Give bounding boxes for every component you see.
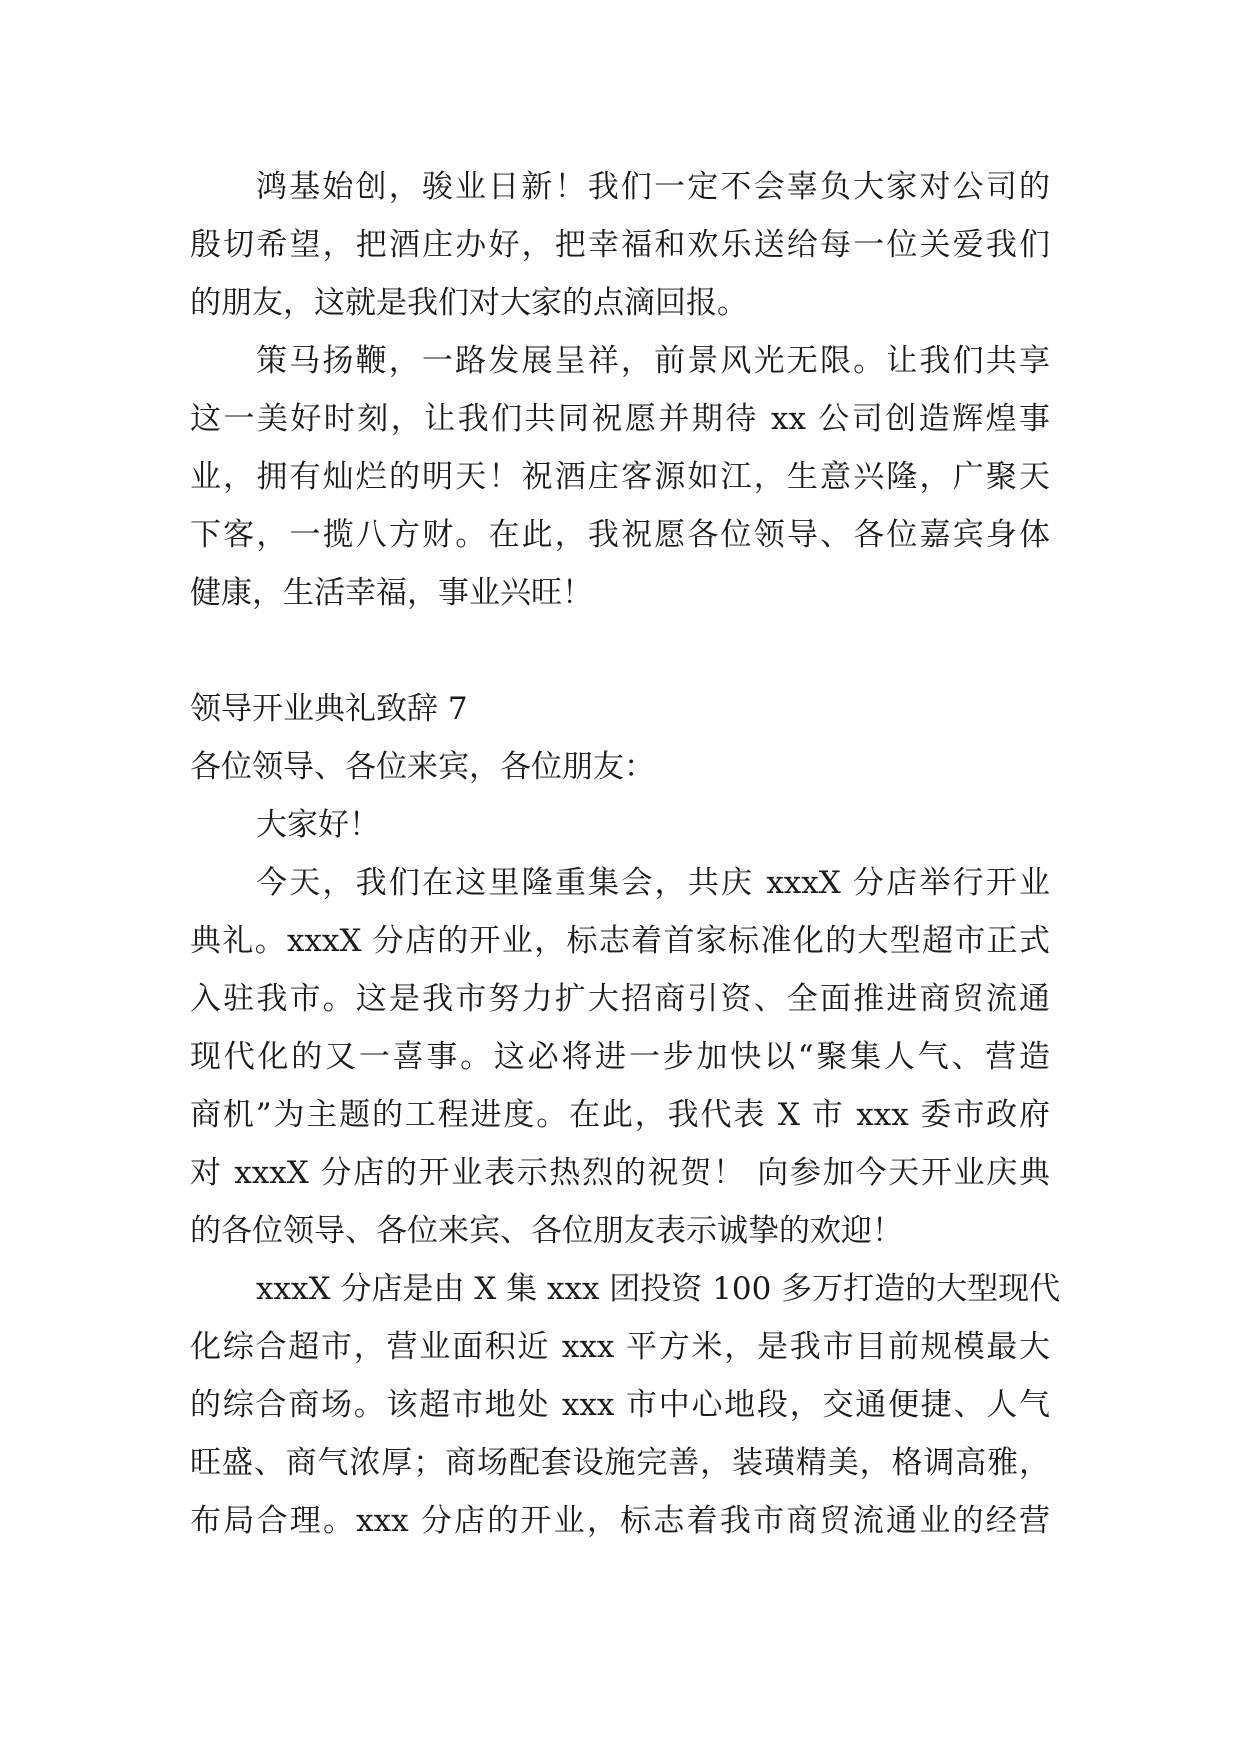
paragraph-line: 入驻我市。这是我市努力扩大招商引资、全面推进商贸流通 <box>190 981 1050 1017</box>
paragraph-line: 业，拥有灿烂的明天！祝酒庄客源如江，生意兴隆，广聚天 <box>190 459 1050 495</box>
paragraph-line: 旺盛、商气浓厚；商场配套设施完善，装璜精美，格调高雅， <box>190 1445 1050 1481</box>
paragraph-line: 化综合超市，营业面积近 xxx 平方米，是我市目前规模最大 <box>190 1329 1050 1365</box>
paragraph-line: 典礼。xxxX 分店的开业，标志着首家标准化的大型超市正式 <box>190 923 1050 959</box>
paragraph-line: 的朋友，这就是我们对大家的点滴回报。 <box>190 285 748 321</box>
paragraph-line: 布局合理。xxx 分店的开业，标志着我市商贸流通业的经营 <box>190 1503 1050 1539</box>
paragraph-line: 对 xxxX 分店的开业表示热烈的祝贺！ 向参加今天开业庆典 <box>190 1155 1050 1191</box>
paragraph-line: 下客，一揽八方财。在此，我祝愿各位领导、各位嘉宾身体 <box>190 517 1050 553</box>
paragraph-line: 殷切希望，把酒庄办好，把幸福和欢乐送给每一位关爱我们 <box>190 227 1050 263</box>
paragraph-line: 健康，生活幸福，事业兴旺！ <box>190 575 593 611</box>
greeting: 大家好！ <box>256 807 380 843</box>
paragraph-line: xxxX 分店是由 X 集 xxx 团投资 100 多万打造的大型现代 <box>256 1271 1061 1307</box>
paragraph-line: 商机”为主题的工程进度。在此，我代表 X 市 xxx 委市政府 <box>190 1097 1050 1133</box>
paragraph-line: 鸿基始创，骏业日新！我们一定不会辜负大家对公司的 <box>256 169 1050 205</box>
paragraph-line: 这一美好时刻，让我们共同祝愿并期待 xx 公司创造辉煌事 <box>190 401 1050 437</box>
section-title: 领导开业典礼致辞 7 <box>190 691 468 727</box>
paragraph-line: 的综合商场。该超市地处 xxx 市中心地段，交通便捷、人气 <box>190 1387 1050 1423</box>
salutation: 各位领导、各位来宾，各位朋友： <box>190 749 655 785</box>
paragraph-line: 的各位领导、各位来宾、各位朋友表示诚挚的欢迎！ <box>190 1213 903 1249</box>
paragraph-line: 今天，我们在这里隆重集会，共庆 xxxX 分店举行开业 <box>256 865 1050 901</box>
paragraph-line: 现代化的又一喜事。这必将进一步加快以“聚集人气、营造 <box>190 1039 1050 1075</box>
paragraph-line: 策马扬鞭，一路发展呈祥，前景风光无限。让我们共享 <box>256 343 1050 379</box>
